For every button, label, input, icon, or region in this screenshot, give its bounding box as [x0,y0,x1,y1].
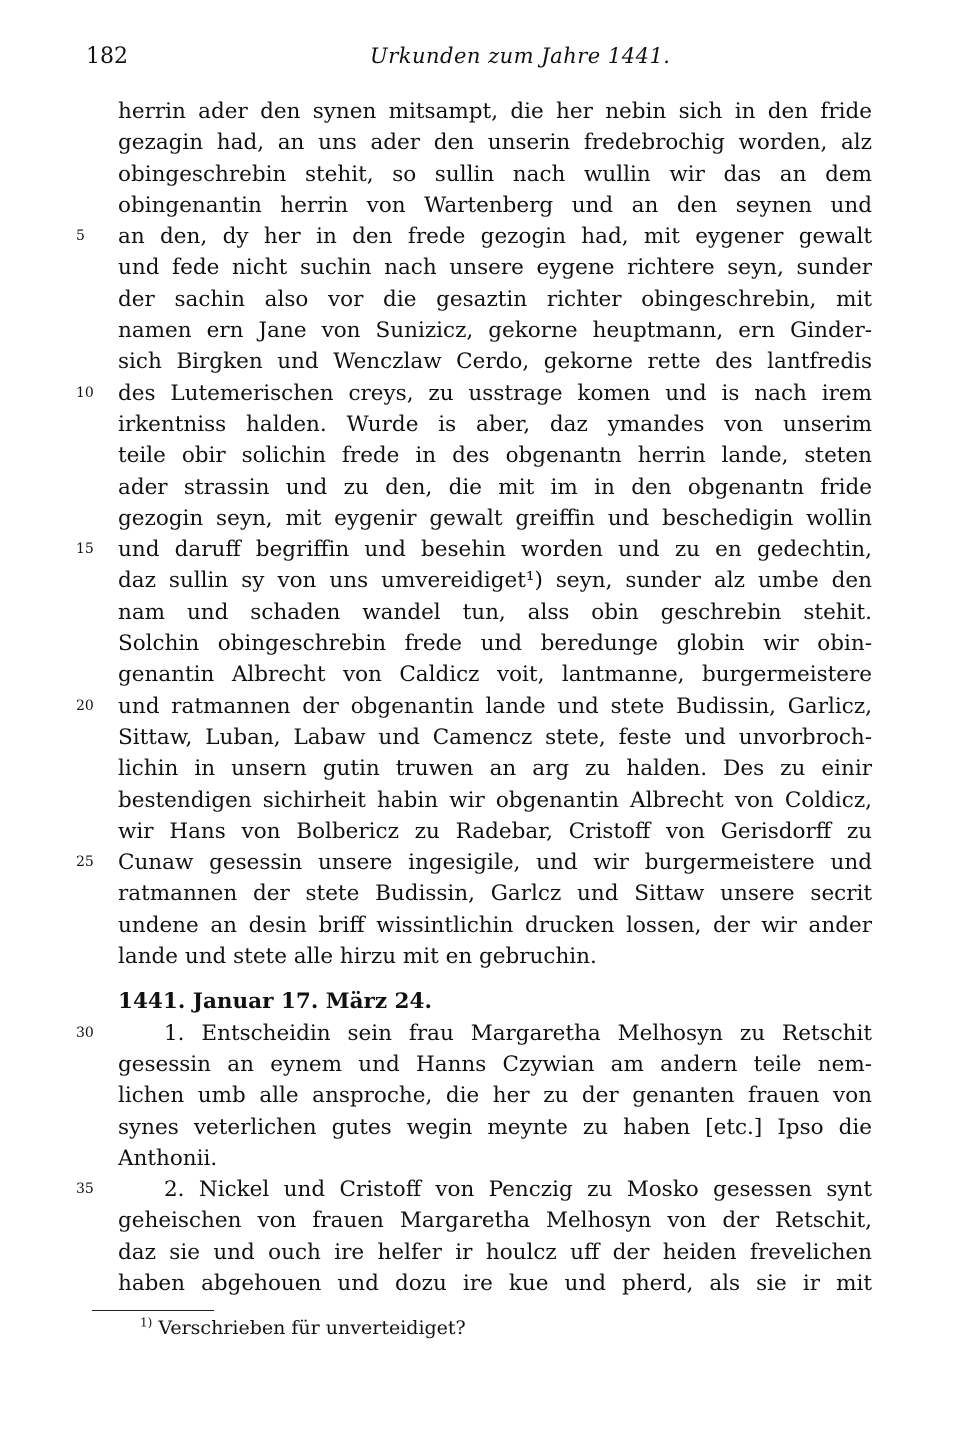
text-line [0,315,960,346]
line-text: sich Birgken und Wenczlaw Cerdo, gekorne rette des lantfredis [118,349,872,375]
text-line [0,628,960,659]
line-text: an den, dy her in den frede gezogin had, mit eygener gewalt [118,224,872,250]
text-line [0,753,960,784]
text-line [0,409,960,440]
text-line [0,127,960,158]
line-text: geheischen von frauen Margaretha Melhosyn von der Retschit, [118,1208,872,1234]
line-number: 10 [76,384,94,401]
text-line [0,878,960,909]
paragraph-gap [0,972,960,986]
text-line [0,847,960,878]
line-text: obingeschrebin stehit, so sullin nach wullin wir das an dem [118,161,872,187]
text-line [0,96,960,127]
line-text: Solchin obingeschrebin frede und beredunge globin wir obin- [118,631,872,657]
text-line [0,1174,960,1205]
line-text: gesessin an eynem und Hanns Czywian am andern teile nem- [118,1051,872,1077]
line-text: Cunaw gesessin unsere ingesigile, und wir burgermeistere und [118,850,872,876]
text-line [0,440,960,471]
line-text: ratmannen der stete Budissin, Garlcz und Sittaw unsere secrit [118,881,872,907]
text-line [0,472,960,503]
line-text: des Lutemerischen creys, zu usstrage komen und is nach irem [118,380,872,406]
text-line [0,816,960,847]
line-text: Sittaw, Luban, Labaw und Camencz stete, feste und unvorbroch- [118,724,872,750]
line-text: 1. Entscheidin sein frau Margaretha Melhosyn zu Retschit [164,1020,872,1046]
line-text: nam und schaden wandel tun, alss obin geschrebin stehit. [118,599,872,625]
text-line [0,1049,960,1080]
text-line [0,190,960,221]
line-text: herrin ader den synen mitsampt, die her nebin sich in den fride [118,99,872,124]
line-number: 30 [76,1024,94,1041]
text-line [0,1018,960,1049]
text-line [0,986,960,1017]
line-text: lande und stete alle hirzu mit en gebruchin. [118,944,597,970]
line-number: 5 [76,228,85,245]
line-number: 35 [76,1181,94,1198]
document-body [0,96,960,1299]
line-text: lichin in unsern gutin truwen an arg zu halden. Des zu einir [118,756,872,782]
text-line [0,1237,960,1268]
line-text: lichen umb alle ansproche, die her zu der genanten frauen von [118,1083,872,1109]
line-text: irkentniss halden. Wurde is aber, daz ymandes von unserim [118,411,872,437]
line-text: synes veterlichen gutes wegin meynte zu haben [etc.] Ipso die [118,1114,872,1140]
page-header [0,44,960,80]
text-line [0,503,960,534]
line-text: der sachin also vor die gesaztin richter obingeschrebin, mit [118,286,872,312]
text-line [0,1080,960,1111]
section-heading: 1441. Januar 17. März 24. [118,989,432,1015]
line-text: ader strassin und zu den, die mit im in den obgenantn fride [118,474,872,500]
text-line [0,941,960,972]
text-line [0,1112,960,1143]
text-line [0,1205,960,1236]
text-line [0,691,960,722]
line-text: namen ern Jane von Sunizicz, gekorne heuptmann, ern Ginder- [118,318,872,344]
line-text: obingenantin herrin von Wartenberg und an den seynen und [118,192,872,218]
text-line [0,1143,960,1174]
page-number: 182 [86,44,128,69]
line-number: 20 [76,697,94,714]
text-line [0,1268,960,1299]
line-text: 2. Nickel und Cristoff von Penczig zu Mosko gesessen synt [164,1177,872,1203]
line-text: und daruff begriffin und besehin worden und zu en gedechtin, [118,537,872,563]
text-line [0,284,960,315]
line-text: genantin Albrecht von Caldicz voit, lantmanne, burgermeistere [118,662,872,688]
running-title: Urkunden zum Jahre 1441. [370,44,671,68]
text-line [0,534,960,565]
line-text: daz sullin sy von uns umvereidiget¹) seyn, sunder alz umbe den [118,568,872,594]
line-text: wir Hans von Bolbericz zu Radebar, Cristoff von Gerisdorff zu [118,818,872,844]
text-line [0,346,960,377]
line-number: 15 [76,541,94,558]
text-line [0,659,960,690]
line-text: gezagin had, an uns ader den unserin fredebrochig worden, alz [118,130,872,156]
footnote [140,1314,466,1342]
line-text: Anthonii. [118,1145,218,1171]
text-line [0,159,960,190]
line-text: teile obir solichin frede in des obgenantn herrin lande, steten [118,443,872,469]
line-text: und fede nicht suchin nach unsere eygene richtere seyn, sunder [118,255,872,281]
text-line [0,722,960,753]
text-line [0,252,960,283]
text-line [0,785,960,816]
line-text: gezogin seyn, mit eygenir gewalt greiffin und beschedigin wollin [118,505,872,531]
footnote-marker: 1) [140,1315,153,1330]
text-line [0,221,960,252]
text-line [0,910,960,941]
line-number: 25 [76,854,94,871]
line-text: undene an desin briff wissintlichin drucken lossen, der wir ander [118,912,872,938]
footnote-divider [92,1310,214,1311]
text-line [0,378,960,409]
footnote-text: Verschrieben für unverteidiget? [158,1317,466,1339]
line-text: und ratmannen der obgenantin lande und stete Budissin, Garlicz, [118,693,872,719]
text-line [0,597,960,628]
line-text: haben abgehouen und dozu ire kue und pherd, als sie ir mit [118,1270,872,1296]
line-text: bestendigen sichirheit habin wir obgenantin Albrecht von Coldicz, [118,787,872,813]
text-line [0,565,960,596]
line-text: daz sie und ouch ire helfer ir houlcz uff der heiden frevelichen [118,1239,872,1265]
